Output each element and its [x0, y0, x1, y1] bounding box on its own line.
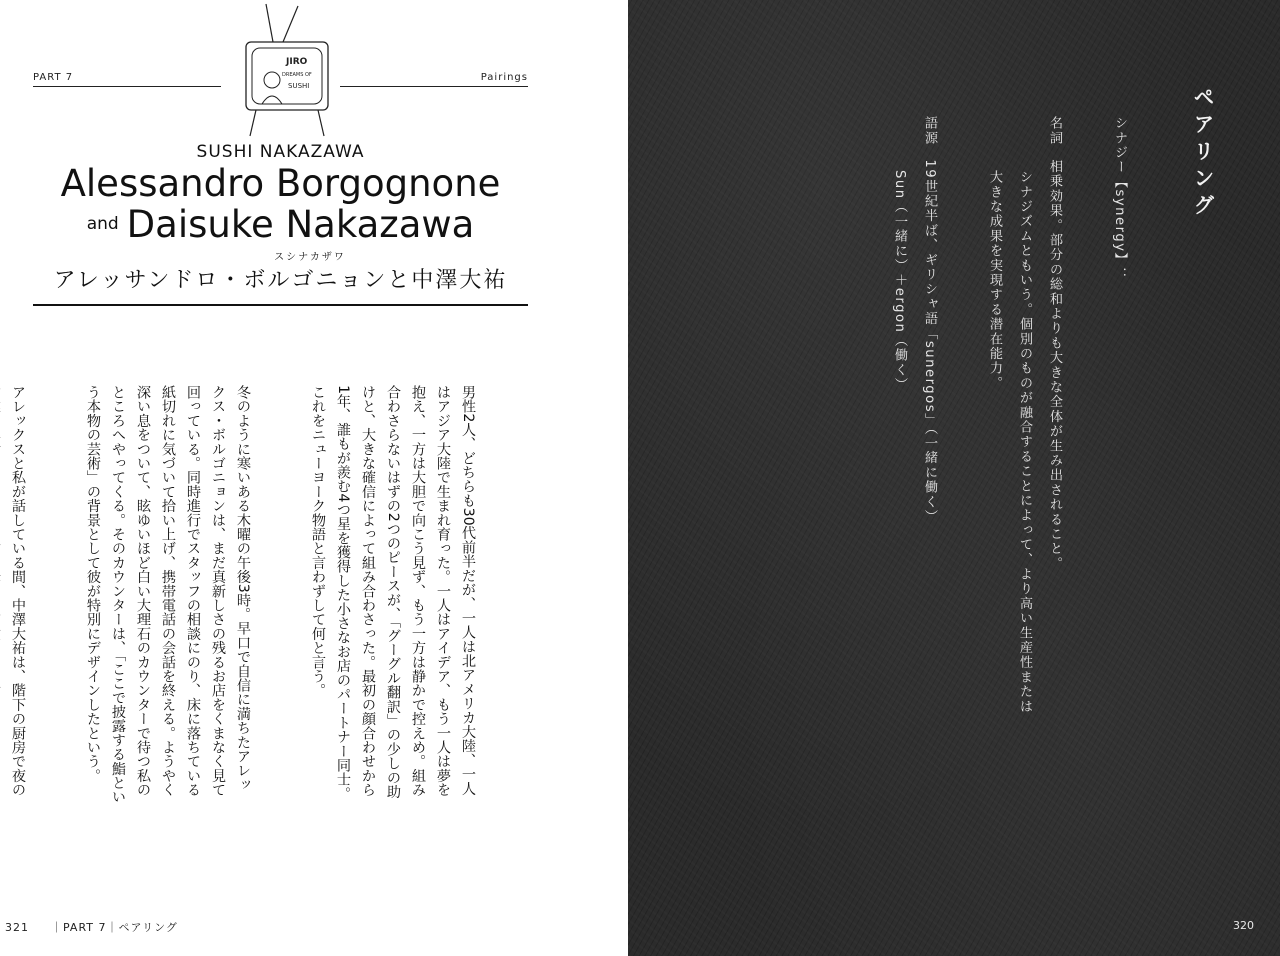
right-page: [628, 0, 1280, 956]
body-paragraph-1: 男性2人、どちらも30代前半だが、一人は北アメリカ大陸、一人はアジア大陸で生まれ育った。一人はアイデア、もう一人は夢を抱え、一方は大胆で向こう見ず、もう一方は静かで控えめ。組み合わさらないはずの2つのピースが、「グーグル翻訳」の少しの助けと、大きな確信によって組み合わさった。最初の顔合わせから1年、誰もが羨む4つ星を獲得した小さなお店のパートナー同士。これをニューヨーク物語と言わずして何と言う。: [310, 385, 476, 801]
tv-antenna-right: [283, 6, 298, 42]
left-page: [0, 0, 628, 956]
body-paragraph-2: 冬のように寒いある木曜の午後3時。早口で自信に満ちたアレックス・ボルゴニョンは、まだ真新しさの残るお店をくまなく見て回っている。同時進行でスタッフの相談にのり、床に落ちている紙切れに気づいて拾い上げ、携帯電話の会話を終える。ようやく深い息をついて、眩ゆいほど白い大理石のカウンターで待つ私のところへやってくる。そのカウンターは、「ここで披露する鮨という本物の芸術」の背景として彼が特別にデザインしたという。: [85, 385, 251, 804]
section-label: Pairings: [480, 72, 528, 83]
definition-headword: シナジー【synergy】：: [1112, 116, 1127, 282]
footer-breadcrumb: ｜PART 7｜ペアリング: [51, 921, 178, 934]
definition-title: ペアリング: [1191, 86, 1215, 221]
restaurant-name: SUSHI NAKAZAWA: [196, 142, 365, 162]
header-rule-left: [33, 86, 221, 87]
tv-illustration: [228, 0, 338, 140]
japanese-names: アレッサンドロ・ボルゴニョンと中澤大祐: [53, 268, 508, 293]
and-word: and: [86, 214, 119, 234]
body-paragraph-3: アレックスと私が話している間、中澤大祐は、階下の厨房で夜の: [10, 385, 26, 797]
ruby-reading: スシナカザワ: [274, 252, 346, 263]
page-number-left: 321: [5, 921, 29, 934]
part-label: PART 7: [33, 72, 74, 83]
tv-screen-text-2: DREAMS OF: [282, 72, 312, 78]
title-rule: [33, 304, 528, 306]
definition-meaning-3: 大きな成果を実現する潜在能力。: [987, 170, 1002, 391]
tv-screen-text-1: JIRO: [286, 57, 308, 67]
article-body: [10, 385, 530, 805]
header-rule-right: [340, 86, 528, 87]
definition-meaning-1: [1045, 116, 1063, 571]
etymology-line-1: 19世紀半ば、ギリシャ語「sunergos」（一緒に働く）: [922, 159, 937, 525]
tv-leg-right: [318, 110, 324, 136]
name-line-2: [33, 203, 528, 246]
name-alessandro: Alessandro Borgognone: [60, 162, 501, 205]
page-number-right: 320: [1233, 919, 1254, 932]
definition-meaning-2: シナジズムともいう。個別のものが融合することによって、より高い生産性または: [1017, 170, 1032, 714]
footer-left: [5, 919, 178, 935]
definition-etymology-2: Sun（一緒に）＋ergon（働く）: [892, 170, 907, 393]
meaning-label: 名詞: [1047, 116, 1062, 146]
etymology-label: 語源: [922, 116, 937, 146]
meaning-line-1: 相乗効果。部分の総和よりも大きな全体が生み出されること。: [1047, 159, 1062, 572]
definition-etymology-1: [920, 116, 938, 524]
tv-leg-left: [250, 110, 256, 136]
tv-screen-text-3: SUSHI: [288, 82, 310, 90]
tv-antenna-left: [266, 4, 273, 42]
name-daisuke: Daisuke Nakazawa: [126, 203, 475, 246]
